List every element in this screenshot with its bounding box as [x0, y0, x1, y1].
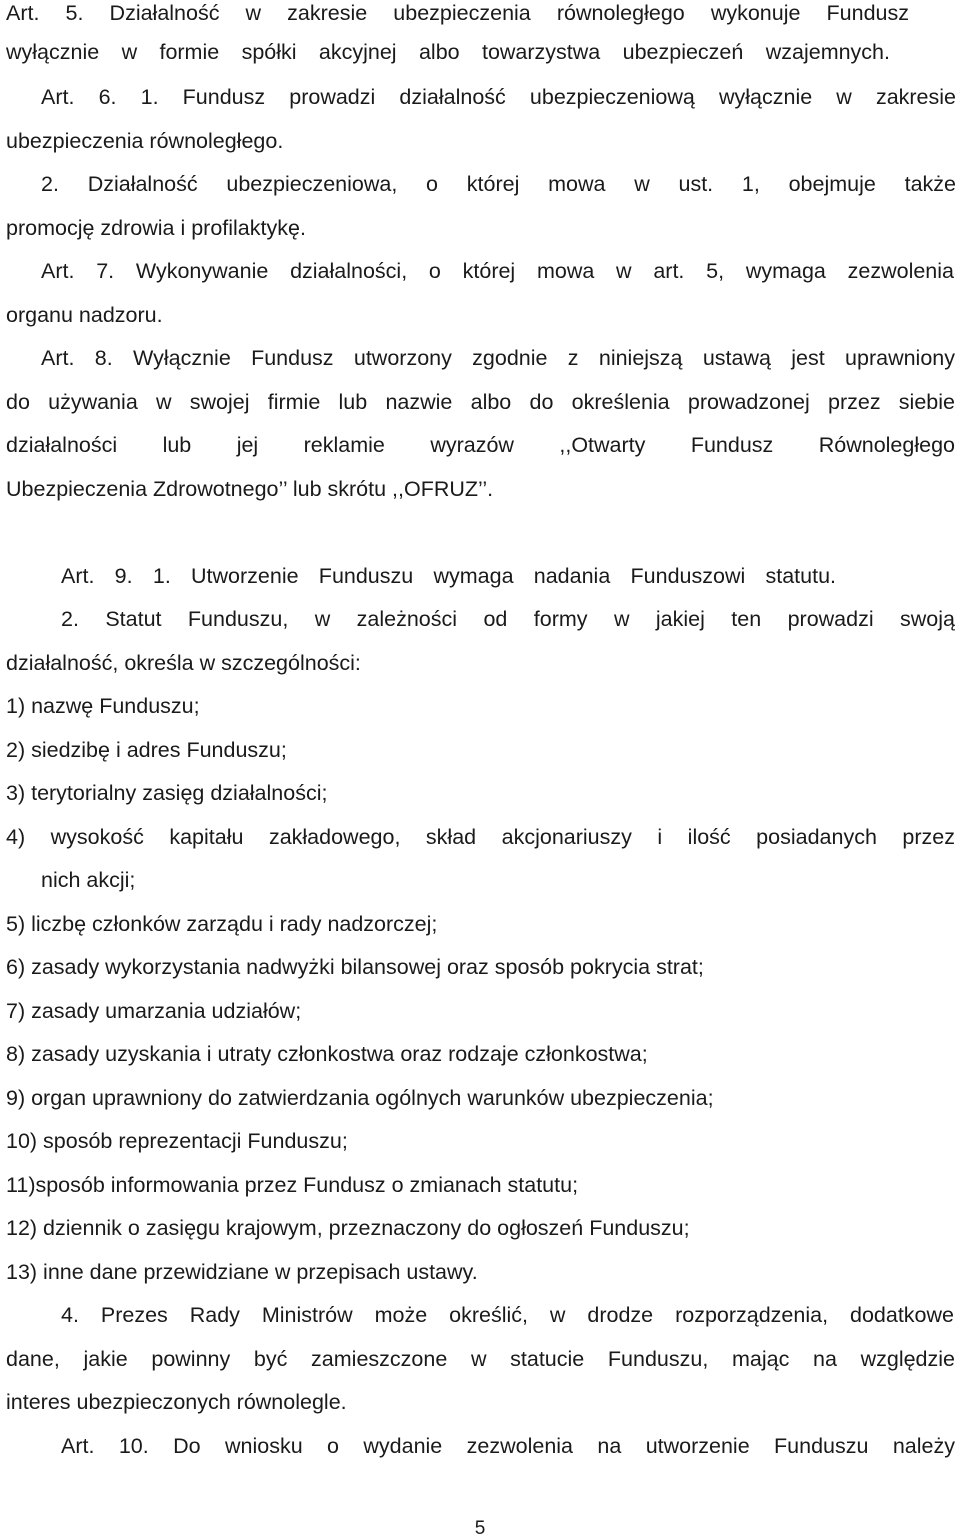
list-item: 6) zasady wykorzystania nadwyżki bilansowej oraz sposób pokrycia strat;: [6, 955, 704, 979]
text-line: do używania w swojej firmie lub nazwie albo do określenia prowadzonej przez siebie: [6, 390, 955, 414]
list-item: 2) siedzibę i adres Funduszu;: [6, 738, 287, 762]
text-line: Art. 10. Do wniosku o wydanie zezwolenia na utworzenie Funduszu należy: [61, 1434, 955, 1458]
text-line: 4. Prezes Rady Ministrów może określić, w drodze rozporządzenia, dodatkowe: [61, 1303, 954, 1327]
list-item: 1) nazwę Funduszu;: [6, 694, 200, 718]
list-item: 12) dziennik o zasięgu krajowym, przeznaczony do ogłoszeń Funduszu;: [6, 1216, 690, 1240]
text-line: Art. 7. Wykonywanie działalności, o której mowa w art. 5, wymaga zezwolenia: [41, 259, 954, 283]
text-line: ubezpieczenia równoległego.: [6, 129, 284, 153]
text-line: dane, jakie powinny być zamieszczone w statucie Funduszu, mając na względzie: [6, 1347, 955, 1371]
text-line: wyłącznie w formie spółki akcyjnej albo towarzystwa ubezpieczeń wzajemnych.: [6, 40, 890, 64]
list-item: 11)sposób informowania przez Fundusz o zmianach statutu;: [6, 1173, 579, 1197]
list-item: 9) organ uprawniony do zatwierdzania ogólnych warunków ubezpieczenia;: [6, 1086, 714, 1110]
list-item: 5) liczbę członków zarządu i rady nadzorczej;: [6, 912, 438, 936]
list-item: 8) zasady uzyskania i utraty członkostwa oraz rodzaje członkostwa;: [6, 1042, 648, 1066]
text-line: 2. Działalność ubezpieczeniowa, o której mowa w ust. 1, obejmuje także: [41, 172, 956, 196]
list-item: 10) sposób reprezentacji Funduszu;: [6, 1129, 348, 1153]
list-item: 7) zasady umarzania udziałów;: [6, 999, 302, 1023]
page-number: 5: [474, 1518, 486, 1539]
text-line: Art. 5. Działalność w zakresie ubezpieczenia równoległego wykonuje Fundusz: [6, 1, 909, 25]
text-line: promocję zdrowia i profilaktykę.: [6, 216, 306, 240]
text-line: Art. 9. 1. Utworzenie Funduszu wymaga nadania Funduszowi statutu.: [61, 564, 836, 588]
text-line: Ubezpieczenia Zdrowotnego’’ lub skrótu ,,OFRUZ’’.: [6, 477, 494, 501]
text-line: działalności lub jej reklamie wyrazów ,,Otwarty Fundusz Równoległego: [6, 433, 955, 457]
text-line: Art. 8. Wyłącznie Fundusz utworzony zgodnie z niniejszą ustawą jest uprawniony: [41, 346, 955, 370]
text-line: interes ubezpieczonych równolegle.: [6, 1390, 347, 1414]
list-item: 3) terytorialny zasięg działalności;: [6, 781, 328, 805]
text-line: działalność, określa w szczególności:: [6, 651, 361, 675]
list-item-continuation: nich akcji;: [41, 868, 136, 892]
text-line: 2. Statut Funduszu, w zależności od formy w jakiej ten prowadzi swoją: [61, 607, 955, 631]
text-line: Art. 6. 1. Fundusz prowadzi działalność ubezpieczeniową wyłącznie w zakresie: [41, 85, 956, 109]
list-item: 4) wysokość kapitału zakładowego, skład akcjonariuszy i ilość posiadanych przez: [6, 825, 955, 849]
list-item: 13) inne dane przewidziane w przepisach ustawy.: [6, 1260, 478, 1284]
text-line: organu nadzoru.: [6, 303, 163, 327]
